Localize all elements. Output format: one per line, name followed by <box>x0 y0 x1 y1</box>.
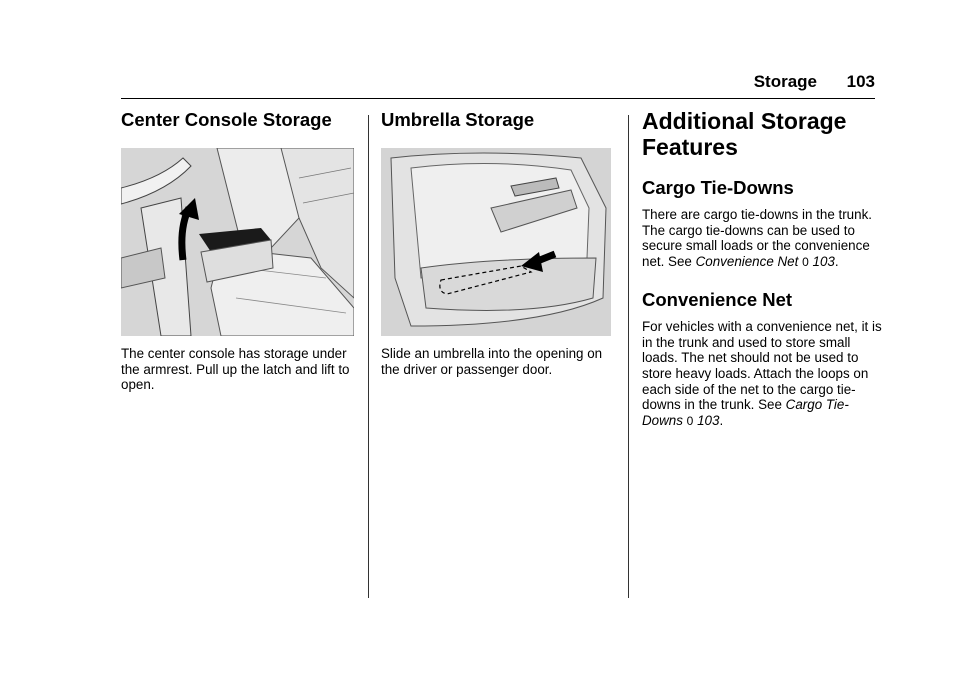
column-divider-1 <box>368 115 369 598</box>
center-console-illustration <box>121 148 354 336</box>
page-number: 103 <box>846 72 875 91</box>
section-title: Storage <box>753 72 817 91</box>
page-ref-number: 103 <box>697 413 720 429</box>
page-ref-icon: 0 <box>802 255 809 270</box>
column-divider-2 <box>628 115 629 598</box>
convenience-net-text: For vehicles with a convenience net, it is in the trunk and used to store small loads. The net should not be used to store heavy loads. Attach the loops on each side of the net to the cargo tie-downs in the trunk. See Cargo Tie-Downs 0 103. <box>642 318 882 429</box>
convenience-net-heading: Convenience Net <box>642 288 793 310</box>
page-ref-icon: 0 <box>686 414 694 429</box>
cargo-tie-downs-text: There are cargo tie-downs in the trunk. The cargo tie-downs can be used to secure small loads or the convenience net. See Convenience Net 0 103. <box>642 207 872 270</box>
umbrella-door-illustration <box>381 148 611 336</box>
cargo-tie-downs-link[interactable]: Cargo Tie-Downs <box>642 397 849 429</box>
center-console-heading: Center Console Storage <box>121 109 332 130</box>
umbrella-text: Slide an umbrella into the opening on the driver or passenger door. <box>381 346 603 377</box>
additional-storage-section <box>642 108 882 430</box>
umbrella-section <box>381 108 613 377</box>
additional-storage-heading: Additional Storage Features <box>642 108 847 160</box>
page-ref-number: 103 <box>812 254 835 270</box>
convenience-net-link[interactable]: Convenience Net <box>695 254 799 270</box>
center-console-section <box>121 108 356 393</box>
page-header <box>121 70 875 99</box>
cargo-tie-downs-heading: Cargo Tie-Downs <box>642 177 794 198</box>
umbrella-heading: Umbrella Storage <box>381 109 535 130</box>
center-console-text: The center console has storage under the armrest. Pull up the latch and lift to open. <box>121 346 350 393</box>
